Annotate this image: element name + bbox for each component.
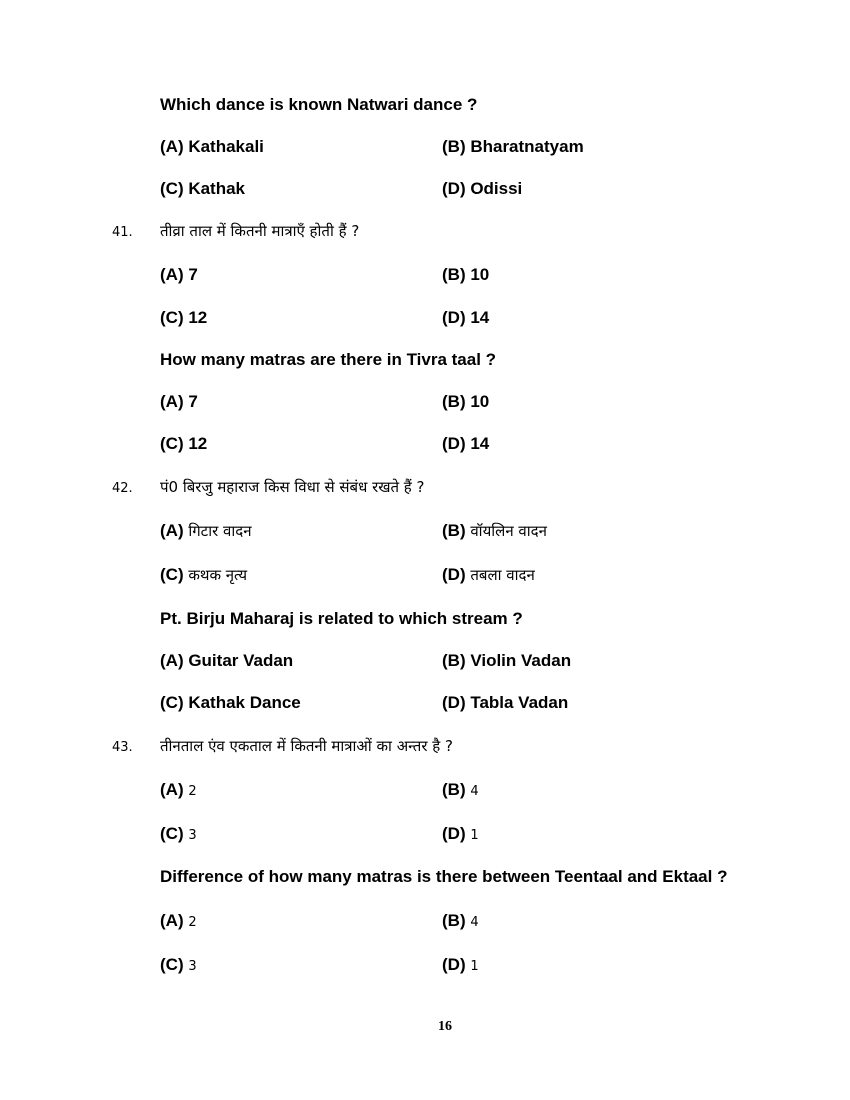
- q42-en-option-a: (A) Guitar Vadan: [160, 651, 294, 670]
- q42-hi-option-a-text: गिटार वादन: [188, 522, 252, 540]
- q43-hi-option-a-label: (A): [160, 780, 184, 799]
- q43-hi-option-b: [442, 779, 479, 803]
- q42-hi-option-c-text: कथक नृत्य: [188, 566, 248, 584]
- q43-hi-option-a-text: 2: [188, 784, 197, 799]
- q43-hi-option-b-label: (B): [442, 780, 466, 799]
- q42-number: 42.: [112, 481, 133, 496]
- q43-number: 43.: [112, 740, 133, 755]
- q43-en-option-a-label: (A): [160, 911, 184, 930]
- q42-hi-option-c: [160, 564, 247, 586]
- q42-en-option-c: (C) Kathak Dance: [160, 693, 301, 712]
- q41-question-en: How many matras are there in Tivra taal ?: [160, 350, 497, 369]
- q43-hi-option-d: [442, 823, 479, 847]
- q42-question-en: Pt. Birju Maharaj is related to which stream ?: [160, 609, 523, 628]
- page-number: 16: [438, 1019, 452, 1034]
- q42-hi-option-a: [160, 520, 252, 542]
- q43-en-option-a-text: 2: [188, 915, 197, 930]
- q43-en-option-d: [442, 954, 479, 978]
- q41-hi-option-a: (A) 7: [160, 265, 198, 284]
- q41-en-option-a: (A) 7: [160, 392, 198, 411]
- q41-en-option-c: (C) 12: [160, 434, 208, 453]
- q43-en-option-d-text: 1: [470, 959, 479, 974]
- q43-hi-option-c-text: 3: [188, 828, 197, 843]
- q41-hi-option-d: (D) 14: [442, 308, 490, 327]
- q40-option-d: (D) Odissi: [442, 179, 523, 198]
- q42-hi-option-a-label: (A): [160, 521, 184, 540]
- q40-option-c: (C) Kathak: [160, 179, 246, 198]
- q42-hi-option-d: [442, 564, 535, 586]
- q40-option-a: (A) Kathakali: [160, 137, 264, 156]
- q41-hi-option-c: (C) 12: [160, 308, 208, 327]
- q41-hi-option-b: (B) 10: [442, 265, 490, 284]
- q43-en-option-b: [442, 910, 479, 934]
- q43-hi-option-c-label: (C): [160, 824, 184, 843]
- q42-hi-option-b-label: (B): [442, 521, 466, 540]
- q43-hi-option-d-text: 1: [470, 828, 479, 843]
- q41-number: 41.: [112, 225, 133, 240]
- q41-en-option-d: (D) 14: [442, 434, 490, 453]
- q43-hi-option-b-text: 4: [470, 784, 479, 799]
- q43-question-hi: तीनताल एंव एकताल में कितनी मात्राओं का अन्तर है ?: [160, 737, 453, 755]
- q43-hi-option-d-label: (D): [442, 824, 466, 843]
- q40-question-en: Which dance is known Natwari dance ?: [160, 95, 478, 114]
- q43-en-option-a: [160, 910, 197, 934]
- q42-en-option-b: (B) Violin Vadan: [442, 651, 572, 670]
- q43-en-option-d-label: (D): [442, 955, 466, 974]
- q42-question-hi: पं0 बिरजु महाराज किस विधा से संबंध रखते हैं ?: [160, 478, 425, 496]
- q42-hi-option-d-text: तबला वादन: [470, 566, 535, 584]
- q42-hi-option-d-label: (D): [442, 565, 466, 584]
- q43-en-option-c-text: 3: [188, 959, 197, 974]
- q43-hi-option-c: [160, 823, 197, 847]
- q43-question-en: Difference of how many matras is there between Teentaal and Ektaal ?: [160, 867, 728, 886]
- q42-en-option-d: (D) Tabla Vadan: [442, 693, 569, 712]
- q43-hi-option-a: [160, 779, 197, 803]
- q43-en-option-c-label: (C): [160, 955, 184, 974]
- q42-hi-option-b-text: वॉयलिन वादन: [470, 522, 547, 540]
- q43-en-option-c: [160, 954, 197, 978]
- q43-en-option-b-label: (B): [442, 911, 466, 930]
- q42-hi-option-b: [442, 520, 547, 542]
- q43-en-option-b-text: 4: [470, 915, 479, 930]
- q41-en-option-b: (B) 10: [442, 392, 490, 411]
- q40-option-b: (B) Bharatnatyam: [442, 137, 584, 156]
- q42-hi-option-c-label: (C): [160, 565, 184, 584]
- q41-question-hi: तीव्रा ताल में कितनी मात्राएँ होती हैं ?: [160, 222, 360, 240]
